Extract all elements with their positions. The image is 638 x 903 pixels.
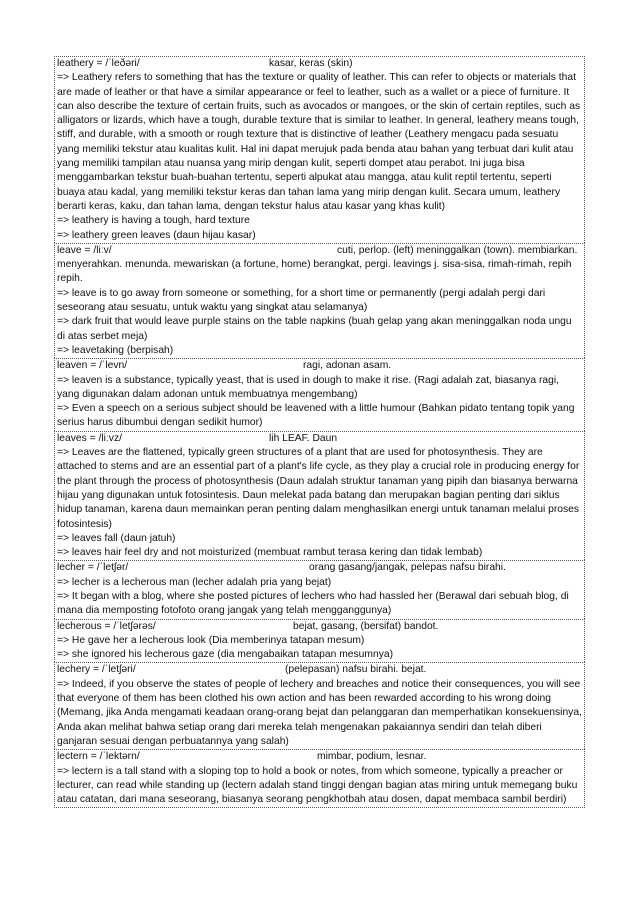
entry-headword: leaves = /liːvz/ [57, 432, 122, 444]
entry-headword: leave = /liːv/ [57, 244, 112, 256]
entry-line: => leave is to go away from someone or something, for a short time or permanently (pergi adalah pergi dari seseorang atau sesuatu, untuk waktu yang singkat atau selamanya) [57, 287, 546, 314]
entry-line: => leaven is a substance, typically yeast, that is used in dough to make it rise. (Ragi adalah zat, biasanya ragi, yang digunakan dalam adonan untuk membuatnya mengembang) [57, 374, 559, 400]
entry-line: => It began with a blog, where she posted pictures of lechers who had hassled her (Berawal dari sebuah blog, di mana dia memposting fotofoto orang jangak yang telah mengganggunya) [57, 590, 569, 617]
entry-definition: kasar, keras (skin) [269, 58, 353, 69]
entry-line: => leaves hair feel dry and not moisturized (membuat rambut terasa kering dan tidak lembab) [57, 547, 483, 559]
dictionary-page [54, 56, 585, 808]
entry-headword: leathery = /ˈleðəri/ [57, 58, 140, 69]
entry-definition: bejat, gasang, (bersifat) bandot. [293, 620, 439, 632]
dictionary-entry [54, 431, 585, 561]
entry-definition: mimbar, podium, lesnar. [317, 751, 427, 763]
dictionary-entry [54, 749, 585, 808]
entry-definition: ragi, adonan asam. [303, 360, 392, 372]
entry-line: => leaves fall (daun jatuh) [57, 532, 176, 544]
entry-header [57, 750, 582, 764]
entry-header [57, 620, 582, 634]
entry-line: menyerahkan. menunda. mewariskan (a fortune, home) berangkat, pergi. leavings j. sisa-sisa, rimah-rimah, repih repih. [57, 259, 572, 285]
entry-line: => Even a speech on a serious subject should be leavened with a little humour (Bahkan pidato tentang topik yang serius harus dibumbui dengan sedikit humor) [57, 403, 575, 429]
entry-line: => Indeed, if you observe the states of people of lechery and breaches and notice their consequences, you will see that everyone of them has been clothed his own action and has been rewarded according to his wrong doing (Memang, jika Anda mengamati keadaan orang-orang bejat dan pelanggaran dan memperhatikan konsekuensinya, Anda akan melihat bahwa setiap orang dari mereka telah mengenakan pakaiannya sendiri dan telah diberi ganjaran sesuai dengan perbuatannya yang salah) [57, 678, 582, 747]
entry-header [57, 57, 582, 71]
entry-line: => leavetaking (berpisah) [57, 344, 174, 356]
entry-headword: lectern = /ˈlektərn/ [57, 751, 140, 763]
entry-header [57, 432, 582, 446]
entry-definition: lih LEAF. Daun [269, 432, 338, 444]
entry-header [57, 359, 582, 373]
entry-definition: (pelepasan) nafsu birahi. bejat. [285, 664, 427, 676]
entry-header [57, 561, 582, 575]
dictionary-entry [54, 662, 585, 749]
entry-line: => she ignored his lecherous gaze (dia mengabaikan tatapan mesumnya) [57, 649, 394, 661]
entry-headword: lechery = /ˈletʃəri/ [57, 664, 136, 676]
entry-line: => Leathery refers to something that has the texture or quality of leather. This can refer to objects or materials that are made of leather or that have a similar appearance or feel to leather, such as a wallet or a piece of furniture. It can also describe the texture of certain fruits, such as avocados or mangoes, or the skin of certain reptiles, such as alligators or lizards, which have a tough, durable texture that is similar to leather. In general, leathery means tough, stiff, and durable, with a smooth or rough texture that is distinctive of leather (Leathery mengacu pada sesuatu yang memiliki tekstur atau kualitas kulit. Hal ini dapat merujuk pada benda atau bahan yang terbuat dari kulit atau yang memiliki tampilan atau nuansa yang mirip dengan kulit, seperti dompet atau perabot. Ini juga bisa menggambarkan tekstur buah-buahan tertentu, seperti alpukat atau mangga, atau kulit reptil tertentu, seperti buaya atau kadal, yang memiliki tekstur keras dan tahan lama yang mirip dengan kulit. Secara umum, leathery berarti keras, kaku, dan tahan lama, dengan tekstur halus atau kasar yang khas kulit) [57, 72, 581, 212]
entry-header [57, 663, 582, 677]
entry-line: => Leaves are the flattened, typically green structures of a plant that are used for photosynthesis. They are attached to stems and are an essential part of a plant's life cycle, as they play a crucial role in producing energy for the plant through the process of photosynthesis (Daun adalah struktur tanaman yang pipih dan biasanya berwarna hijau yang digunakan untuk fotosintesis. Daun melekat pada batang dan merupakan bagian penting dari siklus hidup tanaman, karena daun memainkan peran penting dalam menghasilkan energi untuk tanaman melalui proses fotosintesis) [57, 447, 580, 530]
entry-line: => lecher is a lecherous man (lecher adalah pria yang bejat) [57, 576, 332, 588]
entry-header [57, 244, 582, 258]
entry-definition: cuti, perlop. (left) meninggalkan (town). membiarkan. [337, 244, 578, 256]
dictionary-entry [54, 358, 585, 430]
entry-headword: lecher = /ˈletʃər/ [57, 562, 129, 574]
entry-definition: orang gasang/jangak, pelepas nafsu birahi. [309, 562, 506, 574]
dictionary-entry [54, 243, 585, 358]
entry-line: => leathery is having a tough, hard texture [57, 215, 250, 227]
entry-headword: leaven = /ˈlevn/ [57, 360, 128, 372]
dictionary-entry [54, 56, 585, 243]
entry-line: => He gave her a lecherous look (Dia memberinya tatapan mesum) [57, 634, 365, 646]
entry-headword: lecherous = /ˈletʃərəs/ [57, 620, 156, 632]
entry-line: => dark fruit that would leave purple stains on the table napkins (buah gelap yang akan meninggalkan noda ungu di atas serbet meja) [57, 316, 572, 342]
dictionary-entry [54, 560, 585, 618]
dictionary-entry [54, 619, 585, 663]
entry-line: => leathery green leaves (daun hijau kasar) [57, 229, 256, 241]
entry-line: => lectern is a tall stand with a sloping top to hold a book or notes, from which someone, typically a preacher or lecturer, can read while standing up (lectern adalah stand tinggi dengan bagian atas miring untuk memegang buku atau catatan, dari mana seseorang, biasanya seorang pengkhotbah atau dosen, dapat membaca sambil berdiri) [57, 765, 578, 806]
